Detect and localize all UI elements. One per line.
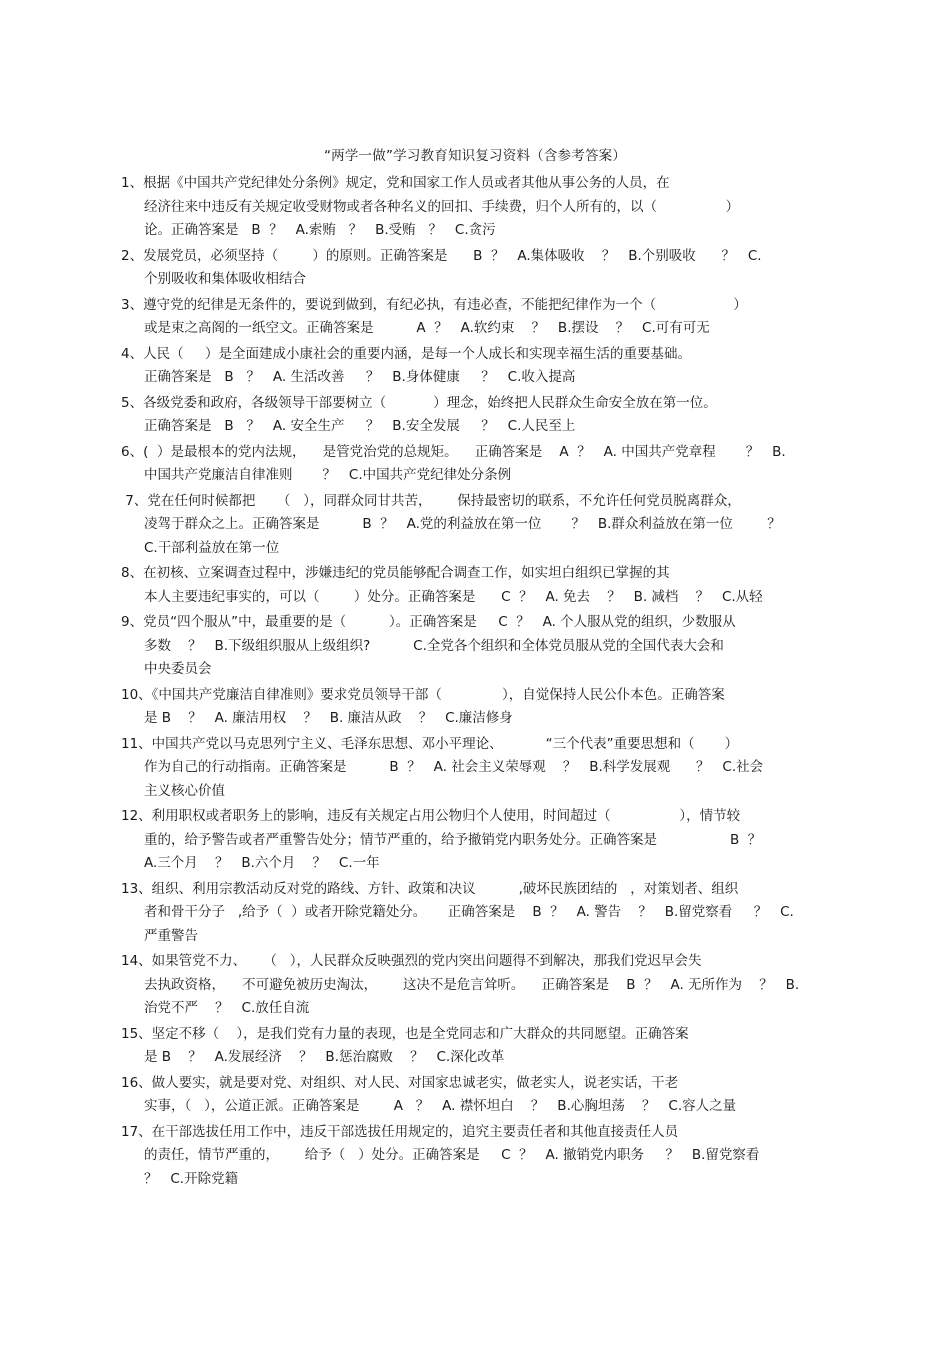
question-line: 3、遵守党的纪律是无条件的，要说到做到，有纪必执，有违必查，不能把纪律作为一个（ ） [121,296,747,313]
question-line: 的责任，情节严重的， 给予（ ）处分。正确答案是 C ？ A. 撤销党内职务 ？ B.留党察看 [144,1147,760,1163]
question-line: 9、党员“四个服从”中，最重要的是（ ）。正确答案是 C ？ A. 个人服从党的组织，少数服从 [121,614,736,630]
question-item [0,733,950,804]
question-item [0,392,950,439]
question-list [0,172,950,1193]
question-line: 17、在干部选拔任用工作中，违反干部选拔任用规定的，追究主要责任者和其他直接责任人员 [121,1123,679,1140]
question-line: 正确答案是 B ？ A. 生活改善 ？ B.身体健康 ？ C.收入提高 [144,369,576,385]
question-item [0,490,950,561]
question-line: 13、组织、利用宗教活动反对党的路线、方针、政策和决议 ,破坏民族团结的 ，对策划者、组织 [121,880,739,897]
question-line: 14、如果管党不力、 （ ），人民群众反映强烈的党内突出问题得不到解决，那我们党迟早会失 [121,953,702,969]
question-line: 是 B ？ A. 廉洁用权 ？ B. 廉洁从政 ？ C.廉洁修身 [144,710,513,726]
question-line: 或是束之高阁的一纸空文。正确答案是 A ？ A.软约束 ？ B.摆设 ？ C.可有可无 [144,320,710,336]
question-line: 4、人民（ ）是全面建成小康社会的重要内涵，是每一个人成长和实现幸福生活的重要基础。 [121,345,692,362]
question-line: ？ C.开除党籍 [144,1170,239,1187]
question-line: 论。正确答案是 B ？ A.索贿 ？ B.受贿 ？ C.贪污 [144,222,496,238]
question-line: 治党不严 ？ C.放任自流 [144,1000,310,1016]
question-item [0,343,950,390]
question-line: 2、发展党员，必须坚持（ ）的原则。正确答案是 B ？ A.集体吸收 ？ B.个别吸收 ？ C. [121,247,762,264]
question-item [0,1023,950,1070]
question-line: 是 B ？ A.发展经济 ？ B.惩治腐败 ？ C.深化改革 [144,1049,505,1065]
question-line: 10、《中国共产党廉洁自律准则》要求党员领导干部（ ），自觉保持人民公仆本色。正确答案 [121,686,725,703]
question-item [0,684,950,731]
question-line: 作为自己的行动指南。正确答案是 B ？ A. 社会主义荣辱观 ？ B.科学发展观 ？ C.社会 [144,759,764,775]
question-line: 个别吸收和集体吸收相结合 [144,271,306,287]
question-line: 经济往来中违反有关规定收受财物或者各种名义的回扣、手续费，归个人所有的，以（ ） [144,198,740,215]
document-title: “两学一做”学习教育知识复习资料（含参考答案） [323,148,627,164]
question-item [0,441,950,488]
question-line: 8、在初核、立案调查过程中，涉嫌违纪的党员能够配合调查工作，如实坦白组织已掌握的其 [121,565,670,581]
question-line: 者和骨干分子 ,给予（ ）或者开除党籍处分。 正确答案是 B ？ A. 警告 ？ B.留党察看 ？ C. [144,904,794,920]
question-item [0,172,950,243]
question-item [0,950,950,1021]
question-line: 1、根据《中国共产党纪律处分条例》规定，党和国家工作人员或者其他从事公务的人员，在 [121,175,670,191]
question-line: 16、做人要实，就是要对党、对组织、对人民、对国家忠诚老实，做老实人，说老实话，干老 [121,1074,679,1091]
question-line: 重的，给予警告或者严重警告处分；情节严重的，给予撤销党内职务处分。正确答案是 B ？ [144,831,762,848]
question-line: 正确答案是 B ？ A. 安全生产 ？ B.安全发展 ？ C.人民至上 [144,418,576,434]
question-line: 5、各级党委和政府，各级领导干部要树立（ ）理念，始终把人民群众生命安全放在第一位。 [121,394,717,411]
question-line: C.干部利益放在第一位 [144,539,280,556]
question-item [0,1121,950,1192]
question-line: 11、中国共产党以马克思列宁主义、毛泽东思想、邓小平理论、 “三个代表”重要思想和（ ） [121,735,739,752]
question-line: 6、( ）是最根本的党内法规， 是管党治党的总规矩。 正确答案是 A ？ A. 中国共产党章程 ？ B. [121,443,786,460]
question-line: 实事，（ ），公道正派。正确答案是 A ？ A. 襟怀坦白 ？ B.心胸坦荡 ？ C.容人之量 [144,1098,737,1114]
question-line: 凌驾于群众之上。正确答案是 B ？ A.党的利益放在第一位 ？ B.群众利益放在第一位 ？ [144,516,781,532]
question-line: 去执政资格， 不可避免被历史淘汰， 这决不是危言耸听。 正确答案是 B ？ A. 无所作为 ？ B. [144,976,800,993]
question-item [0,611,950,682]
question-line: 严重警告 [144,927,198,944]
question-line: 中央委员会 [144,661,212,677]
question-line: 本人主要违纪事实的，可以（ ）处分。正确答案是 C ？ A. 免去 ？ B. 减档 ？ C.从轻 [144,588,763,605]
question-line: A.三个月 ？ B.六个月 ？ C.一年 [144,855,380,871]
question-line: 多数 ？ B.下级组织服从上级组织? C.全党各个组织和全体党员服从党的全国代表大会和 [144,637,724,654]
question-item [0,294,950,341]
question-item [0,245,950,292]
question-item [0,562,950,609]
question-line: 中国共产党廉洁自律准则 ？ C.中国共产党纪律处分条例 [144,467,512,483]
question-item [0,805,950,876]
question-item [0,878,950,949]
question-item [0,1072,950,1119]
question-line: 7、党在任何时候都把 （ ），同群众同甘共苦， 保持最密切的联系，不允许任何党员脱离群众， [121,492,741,509]
question-line: 12、利用职权或者职务上的影响，违反有关规定占用公物归个人使用，时间超过（ ），情节较 [121,808,741,824]
question-line: 主义核心价值 [144,782,225,799]
question-line: 15、坚定不移（ ），是我们党有力量的表现，也是全党同志和广大群众的共同愿望。正确答案 [121,1025,689,1042]
